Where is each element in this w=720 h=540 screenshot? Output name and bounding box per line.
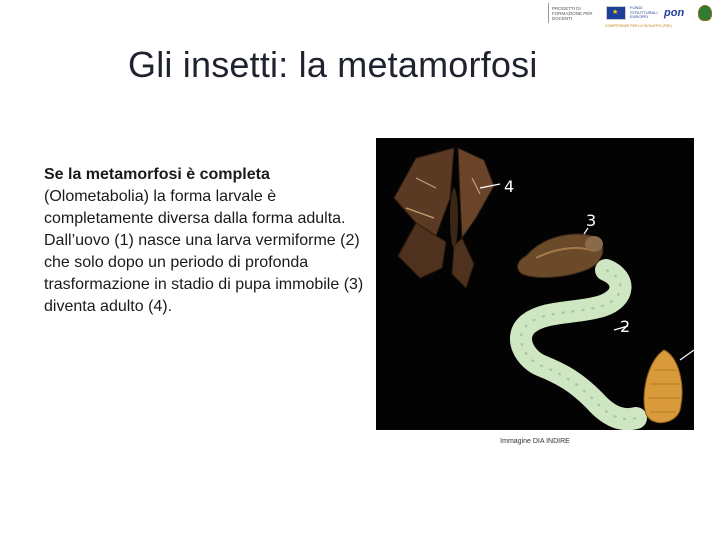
progetti-formazione-logo xyxy=(548,3,602,23)
republic-emblem-icon xyxy=(698,3,712,23)
label-4: 4 xyxy=(504,177,515,196)
eu-flag-icon xyxy=(606,3,626,23)
slide-body xyxy=(44,164,374,318)
image-caption: Immagine DIA INDIRE xyxy=(500,438,570,445)
logo-subtitle: COMPETENZE PER LO SVILUPPO (FSE) xyxy=(605,24,672,28)
label-2: 2 xyxy=(620,317,631,336)
fondi-logo-text: FONDI STRUTTURALI EUROPEI xyxy=(630,5,658,20)
metamorphosis-svg xyxy=(376,138,694,430)
pon-logo xyxy=(664,3,694,23)
fondi-strutturali-logo xyxy=(630,3,660,23)
lead-text: Se la metamorfosi è completa xyxy=(44,166,270,183)
label-3: 3 xyxy=(586,211,597,230)
slide-title: Gli insetti: la metamorfosi xyxy=(128,44,538,85)
body-text: (Olometabolia) la forma larvale è completamente diversa dalla forma adulta. Dall’uovo (1) nasce una larva vermiforme (2) che solo dopo un periodo di profonda trasformazione in stadio di pupa immobile (3) diventa adulto (4). xyxy=(44,188,364,315)
pon-logo-text: pon xyxy=(664,7,685,19)
progetti-logo-text: PROGETTI DI FORMAZIONE PER DOCENTI xyxy=(552,5,593,21)
header-logos xyxy=(548,2,714,24)
metamorphosis-illustration xyxy=(376,138,694,430)
